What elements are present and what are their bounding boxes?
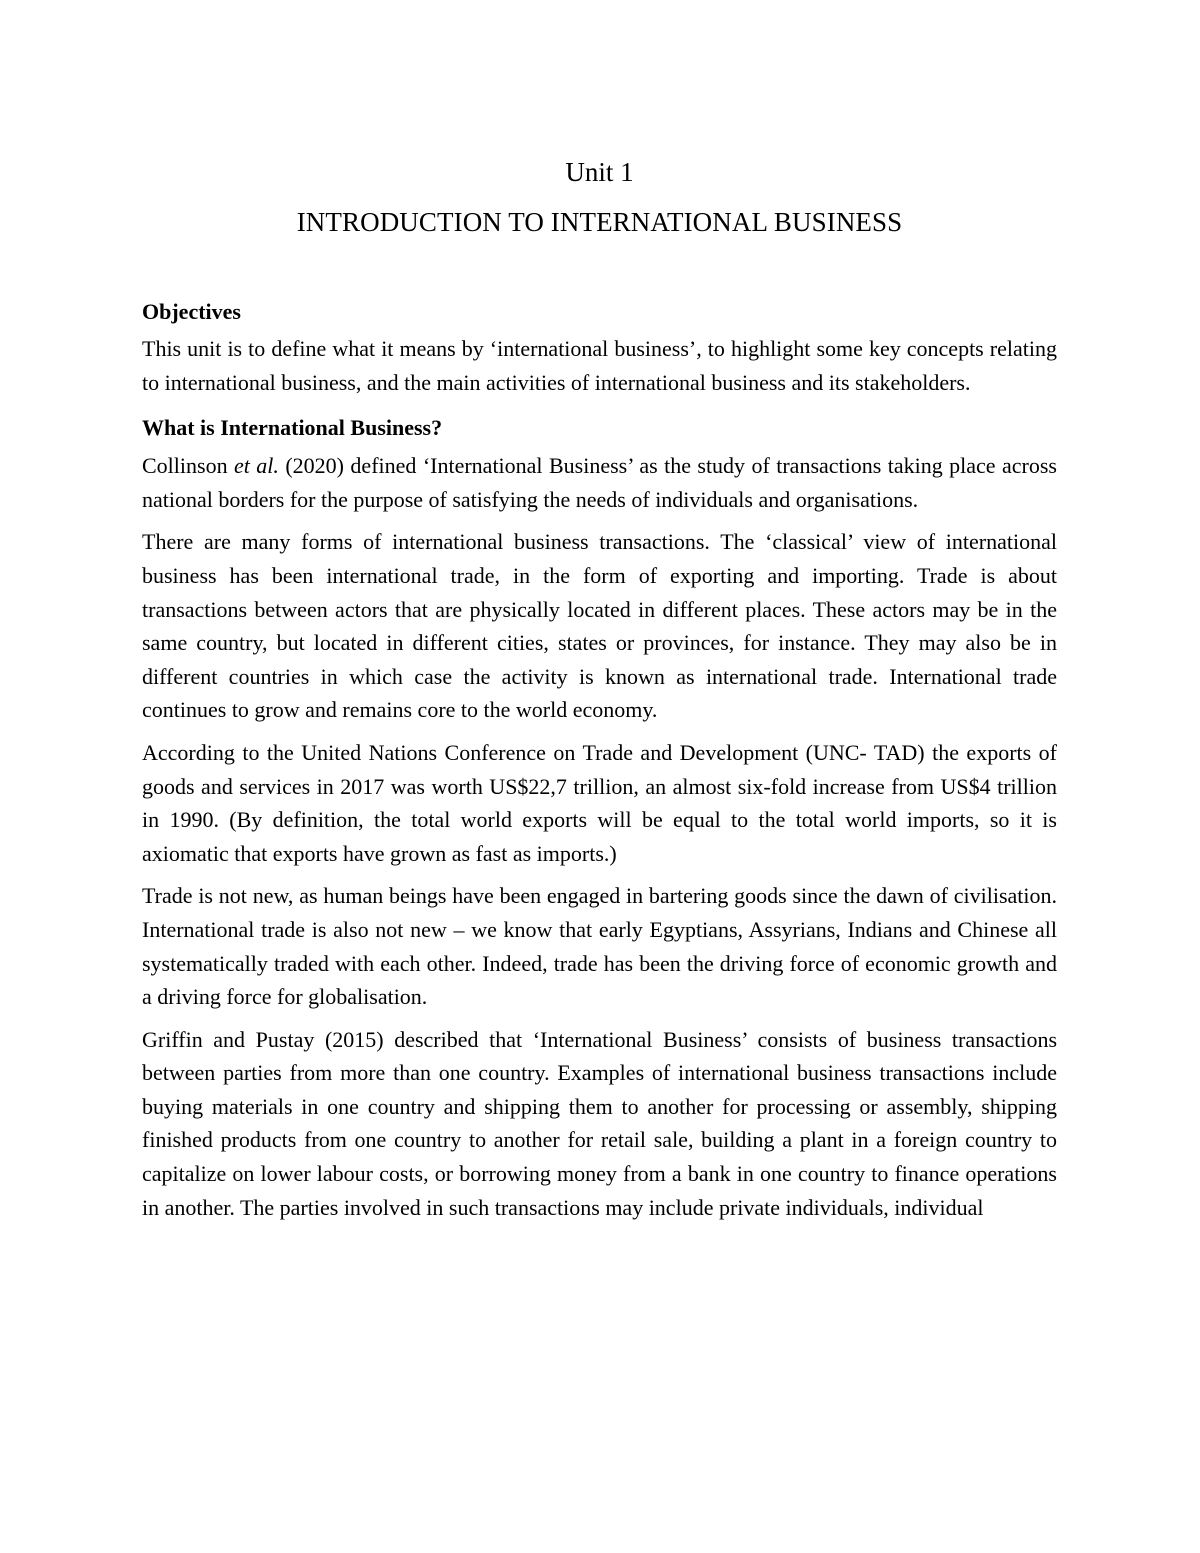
et-al-italic: et al. (234, 453, 279, 479)
collinson-author: Collinson (142, 453, 234, 479)
collinson-definition-paragraph (142, 449, 1057, 516)
collinson-definition-text: (2020) defined ‘International Business’ as the study of transactions taking place across national borders for the purpose of satisfying the needs of individuals and organisations. (142, 453, 1057, 512)
griffin-pustay-paragraph: Griffin and Pustay (2015) described that ‘International Business’ consists of business transactions between parties from more than one country. Examples of international business transactions include buying materials in one country and shipping them to another for processing or assembly, shipping finished products from one country to another for retail sale, building a plant in a foreign country to capitalize on lower labour costs, or borrowing money from a bank in one country to finance operations in another. The parties involved in such transactions may include private individuals, individual (142, 1026, 1057, 1220)
objectives-heading: Objectives (142, 299, 241, 324)
unit-number: Unit 1 (565, 157, 634, 187)
objectives-paragraph: This unit is to define what it means by ‘international business’, to highlight some key concepts relating to international business, and the main activities of international business and its stakeholders. (142, 336, 1057, 395)
unctad-paragraph: According to the United Nations Conference on Trade and Development (UNC- TAD) the exports of goods and services in 2017 was worth US$22,7 trillion, an almost six-fold increase from US$4 trillion in 1990. (By definition, the total world exports will be equal to the total world imports, so it is axiomatic that exports have grown as fast as imports.) (142, 739, 1057, 866)
trade-history-paragraph: Trade is not new, as human beings have been engaged in bartering goods since the dawn of civilisation. International trade is also not new – we know that early Egyptians, Assyrians, Indians and Chinese all systematically traded with each other. Indeed, trade has been the driving force of economic growth and a driving force for globalisation. (142, 883, 1057, 1010)
forms-of-business-paragraph: There are many forms of international business transactions. The ‘classical’ view of international business has been international trade, in the form of exporting and importing. Trade is about transactions between actors that are physically located in different places. These actors may be in the same country, but located in different cities, states or provinces, for instance. They may also be in different countries in which case the activity is known as international trade. International trade continues to grow and remains core to the world economy. (142, 529, 1057, 723)
what-is-ib-heading: What is International Business? (142, 415, 443, 441)
page-content (142, 150, 1057, 1224)
document-title: INTRODUCTION TO INTERNATIONAL BUSINESS (296, 207, 903, 237)
